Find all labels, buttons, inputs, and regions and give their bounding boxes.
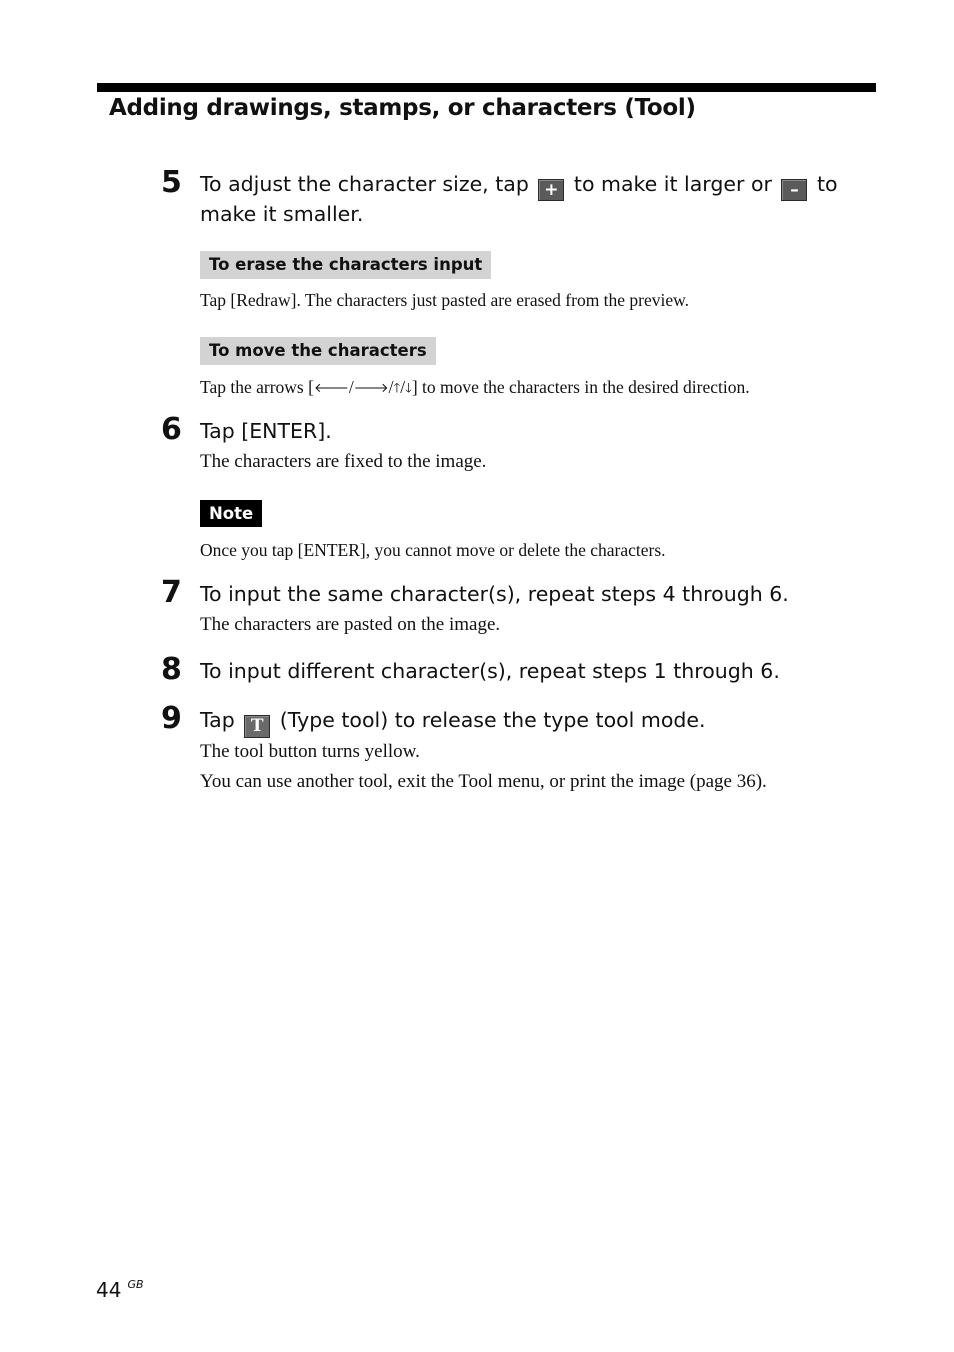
top-rule <box>97 83 876 92</box>
step-5-text-part3: to make it smaller. <box>200 172 838 226</box>
step-7-text: To input the same character(s), repeat steps 4 through 6. <box>200 582 789 606</box>
arrow-up-icon: 🡑 <box>393 381 401 396</box>
page-number <box>96 1278 144 1302</box>
minus-icon: – <box>781 179 807 201</box>
step-6-body: The characters are fixed to the image. <box>200 451 487 472</box>
arrow-left-icon: 🡐 <box>313 381 349 396</box>
step-9-text-part1: Tap <box>200 708 235 732</box>
page-suffix: GB <box>127 1278 144 1291</box>
step-9-body-2: You can use another tool, exit the Tool menu, or print the image (page 36). <box>200 771 767 792</box>
step-9-text <box>200 707 706 738</box>
type-tool-icon: T <box>244 715 270 738</box>
step-number-7: 7 <box>161 575 182 610</box>
arrow-right-icon: 🡒 <box>353 381 389 396</box>
step-9-body-1: The tool button turns yellow. <box>200 741 420 762</box>
page-number-value: 44 <box>96 1278 122 1302</box>
move-characters-text: Tap the arrows [🡐/🡒/🡑/🡓] to move the characters in the desired direction. <box>200 377 750 397</box>
subheading-move-characters: To move the characters <box>200 337 436 365</box>
step-8-text: To input different character(s), repeat steps 1 through 6. <box>200 659 780 683</box>
subheading-erase-characters: To erase the characters input <box>200 251 491 279</box>
step-number-9: 9 <box>161 701 182 736</box>
step-6-text: Tap [ENTER]. <box>200 419 332 443</box>
step-9-text-part2: (Type tool) to release the type tool mode. <box>279 708 706 732</box>
step-number-5: 5 <box>161 165 182 200</box>
move-characters-text-part2: ] to move the characters in the desired direction. <box>411 377 750 397</box>
step-5-text <box>200 171 860 228</box>
step-5-text-part1: To adjust the character size, tap <box>200 172 529 196</box>
note-label: Note <box>200 500 262 527</box>
step-number-6: 6 <box>161 412 182 447</box>
section-title: Adding drawings, stamps, or characters (Tool) <box>109 95 696 121</box>
step-7-body: The characters are pasted on the image. <box>200 614 501 635</box>
step-number-8: 8 <box>161 652 182 687</box>
move-characters-text-part1: Tap the arrows [ <box>200 377 314 397</box>
step-5-text-part2: to make it larger or <box>573 172 772 196</box>
note-text: Once you tap [ENTER], you cannot move or delete the characters. <box>200 540 666 560</box>
arrow-down-icon: 🡓 <box>405 381 412 396</box>
plus-icon: + <box>538 179 564 201</box>
erase-characters-text: Tap [Redraw]. The characters just pasted are erased from the preview. <box>200 290 690 310</box>
